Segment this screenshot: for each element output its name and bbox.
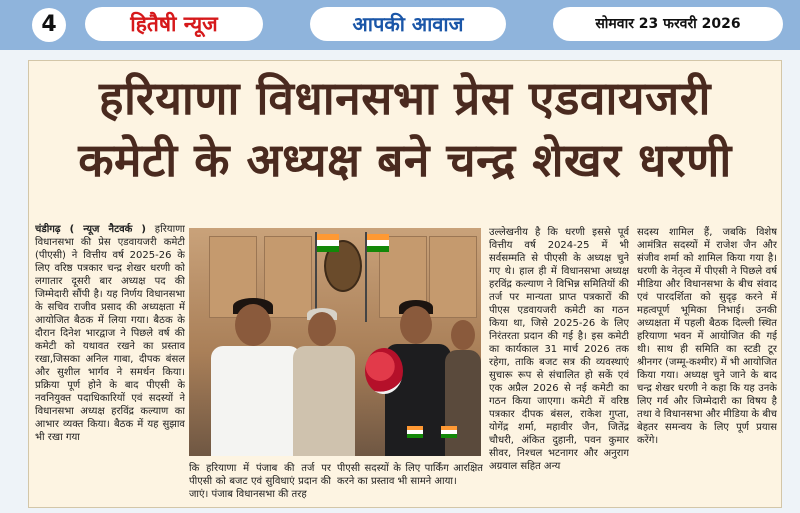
newspaper-slogan: आपकी आवाज [310,7,506,41]
newspaper-brand: हितैषी न्यूज [85,7,263,41]
headline-line-2: कमेटी के अध्यक्ष बने चन्द्र शेखर धरणी [78,133,732,187]
column-2-continuation: पीएसी सदस्यों के लिए पार्किंग आरक्षित करने का प्रस्ताव भी सामने आया। [337,463,483,487]
desk-flag-icon [407,426,423,438]
page-number: 4 [32,8,66,42]
article-headline [29,67,781,191]
article-dateline: चंडीगढ़ ( न्यूज नैटवर्क ) [35,224,147,235]
headline-line-1: हरियाणा विधानसभा प्रेस एडवायजरी [99,71,711,125]
flower-bouquet-icon [365,348,403,394]
issue-date: सोमवार 23 फरवरी 2026 [553,7,783,41]
article-column-2: उल्लेखनीय है कि धरणी इससे पूर्व वित्तीय वर्ष 2024-25 में भी सर्वसम्मति से पीएसी के अध्यक्ष चुने गए थे। हाल ही में विधानसभा अध्यक्ष हरविंद्र कल्याण ने विभिन्न समितियों की तर्ज पर मान्यता प्राप्त पत्रकारों की पीएस एडवायजरी कमेटी का गठन किया था, जिसे 2025-26 के लिए निरंतरता प्रदान की गई है। इस कमेटी का कार्यकाल 31 मार्च 2026 तक रहेगा, ताकि बजट सत्र की व्यवस्थाएं सुचारू रूप से संचालित हो सकें एवं एक अप्रैल 2026 से नई कमेटी का गठन किया जाएगा। कमेटी में वरिष्ठ पत्रकार दीपक बंसल, राकेश गुप्ता, योगेंद्र शर्मा, महावीर जैन, जितेंद्र चौधरी, अंकित दुहानी, पवन कुमार सीवर, निश्चल भटनागर और अनुराग अग्रवाल सहित अन्य [489,227,629,472]
article-column-1 [35,223,185,505]
article-column-3: सदस्य शामिल हैं, जबकि विशेष आमंत्रित सदस्यों में राजेश जैन और संजीव शर्मा को शामिल किया गया है। धरणी के नेतृत्व में पीएसी ने पिछले वर्ष मीडिया और विधानसभा के बीच संवाद एवं पारदर्शिता को सुदृढ़ करने में महत्वपूर्ण भूमिका निभाई। उनकी अध्यक्षता में पहली बैठक दिल्ली स्थित हरियाणा भवन में आयोजित की गई थी। साथ ही समिति का स्टडी टूर श्रीनगर (जम्मू-कश्मीर) में भी आयोजित किया गया। अध्यक्ष चुने जाने के बाद चन्द्र शेखर धरणी ने कहा कि यह उनके लिए गर्व और जिम्मेदारी का विषय है तथा वे विधानसभा और मीडिया के बीच बेहतर समन्वय के लिए पूर्ण प्रयास करेंगे। [637,227,777,446]
tricolor-flag-icon [317,234,339,252]
page-header-band [0,0,800,50]
column-1-continuation: कि हरियाणा में पंजाब की तर्ज पर पीएसी को बजट एवं सुविधाएं प्रदान की जाएं। पंजाब विधानसभा की तरह [189,463,331,500]
desk-flag-icon [441,426,457,438]
column-1-text: हरियाणा विधानसभा की प्रेस एडवायजरी कमेटी (पीएसी) ने वित्तीय वर्ष 2025-26 के लिए वरिष्ठ पत्रकार चन्द्र शेखर धरणी को लगातार दूसरी बार अध्यक्ष पद की जिम्मेदारी सौंपी है। यह निर्णय विधानसभा के सचिव राजीव प्रसाद की अध्यक्षता में आयोजित बैठक में लिया गया। बैठक के दौरान दिनेश भारद्वाज ने पिछले वर्ष की कमेटी को यथावत रखने का प्रस्ताव रखा,जिसका अनिल गाबा, दीपक बंसल और सुशील भार्गव ने समर्थन किया। प्रक्रिया पूर्ण होने के बाद पीएसी के नवनियुक्त पदाधिकारियों एवं सदस्यों ने विधानसभा अध्यक्ष हरविंद्र कल्याण का आभार व्यक्त किया। बैठक में यह सुझाव भी रखा गया [35,224,185,443]
news-photo [189,228,481,456]
tricolor-flag-icon [367,234,389,252]
wall-panel [429,236,477,318]
news-article [28,60,782,508]
